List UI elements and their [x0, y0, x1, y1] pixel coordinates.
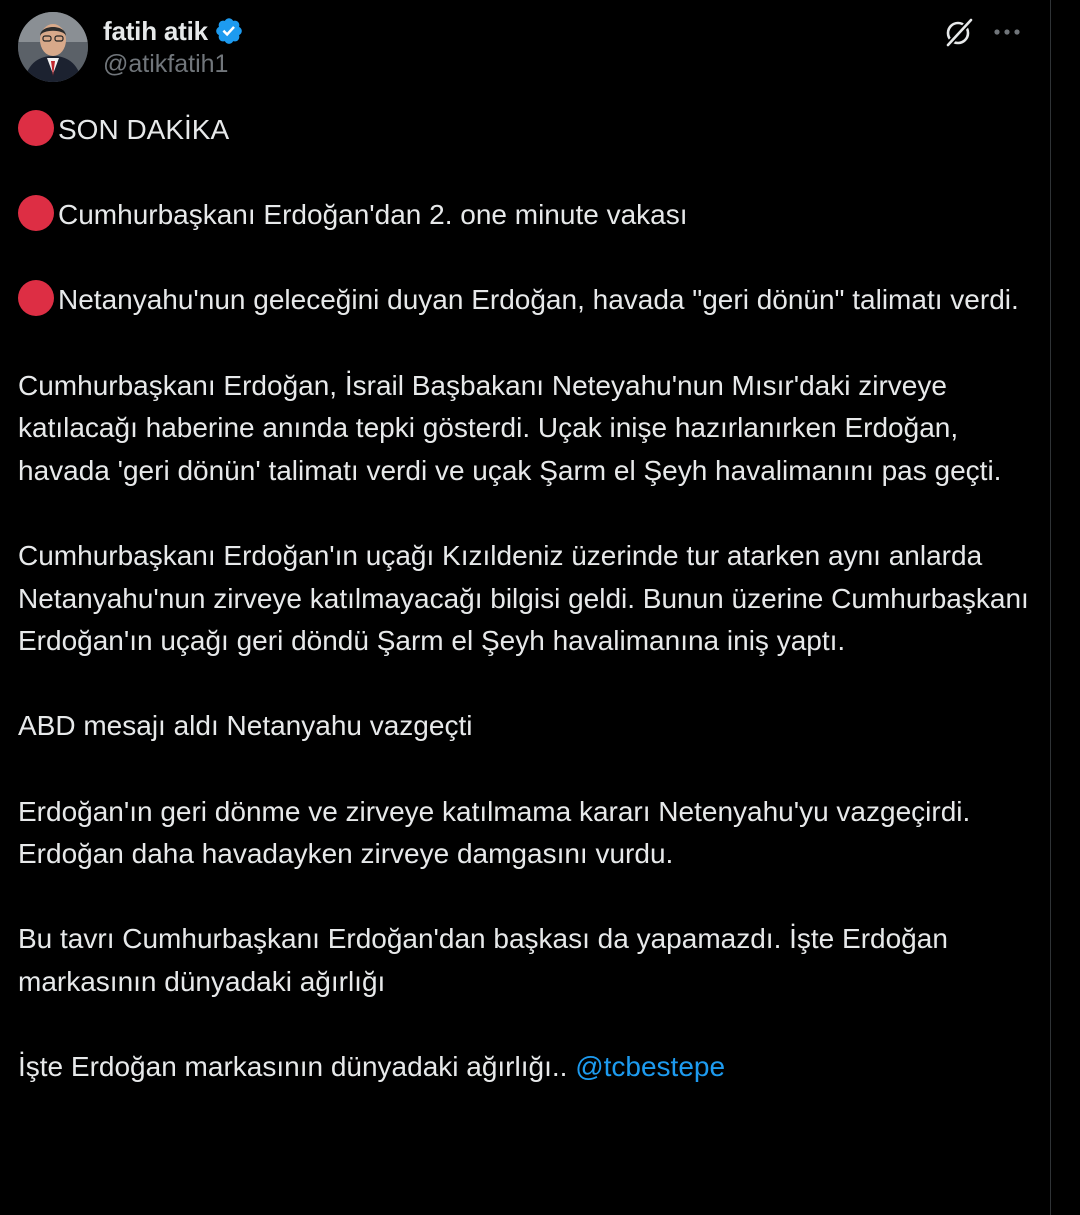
red-circle-icon [18, 195, 54, 231]
author-name-row [103, 14, 244, 48]
bullet-point-2 [18, 279, 1046, 322]
paragraph-3: Erdoğan'ın geri dönme ve zirveye katılmama kararı Netenyahu'yu vazgeçirdi. Erdoğan daha havadayken zirveye damgasını vurdu. [18, 795, 971, 870]
more-options-icon[interactable] [990, 16, 1024, 48]
bullet-point-1 [18, 194, 1046, 237]
bullet-point-2-text: Netanyahu'nun geleceğini duyan Erdoğan, havada "geri dönün" talimatı verdi. [58, 284, 1019, 316]
closing-line [18, 1046, 1046, 1089]
bullet-point-1-text: Cumhurbaşkanı Erdoğan'dan 2. one minute vakası [58, 199, 688, 231]
grok-icon[interactable] [943, 16, 975, 48]
tweet-text [18, 109, 1046, 1089]
closing-text: İşte Erdoğan markasının dünyadaki ağırlığı.. [18, 1051, 576, 1083]
mention-link[interactable]: @tcbestepe [575, 1051, 726, 1083]
paragraph-4: Bu tavrı Cumhurbaşkanı Erdoğan'dan başkası da yapamazdı. İşte Erdoğan markasının dünyadaki ağırlığı [18, 923, 948, 997]
paragraph-1: Cumhurbaşkanı Erdoğan, İsrail Başbakanı Neteyahu'nun Mısır'daki zirveye katılacağı haberine anında tepki gösterdi. Uçak inişe hazırlanırken Erdoğan, havada 'geri dönün' talimatı verdi ve uçak Şarm el Şeyh havalimanını pas geçti. [18, 369, 1002, 486]
avatar[interactable] [18, 12, 88, 82]
subheading: ABD mesajı aldı Netanyahu vazgeçti [18, 710, 473, 742]
headline-line [18, 109, 1046, 152]
avatar-image [18, 12, 88, 82]
headline-text: SON DAKİKA [58, 114, 230, 145]
verified-badge-icon[interactable] [214, 16, 244, 46]
red-circle-icon [18, 280, 54, 316]
tweet-header [18, 12, 1048, 82]
timeline-column-border [1050, 0, 1051, 1215]
paragraph-2: Cumhurbaşkanı Erdoğan'ın uçağı Kızıldeniz üzerinde tur atarken aynı anlarda Netanyahu'nun zirveye katılmayacağı bilgisi geldi. Bunun üzerine Cumhurbaşkanı Erdoğan'ın uçağı geri döndü Şarm el Şeyh havalimanına iniş yaptı. [18, 539, 1029, 657]
author-display-name[interactable]: fatih atik [103, 15, 208, 46]
author-handle[interactable]: @atikfatih1 [103, 50, 229, 78]
red-circle-icon [18, 110, 54, 146]
